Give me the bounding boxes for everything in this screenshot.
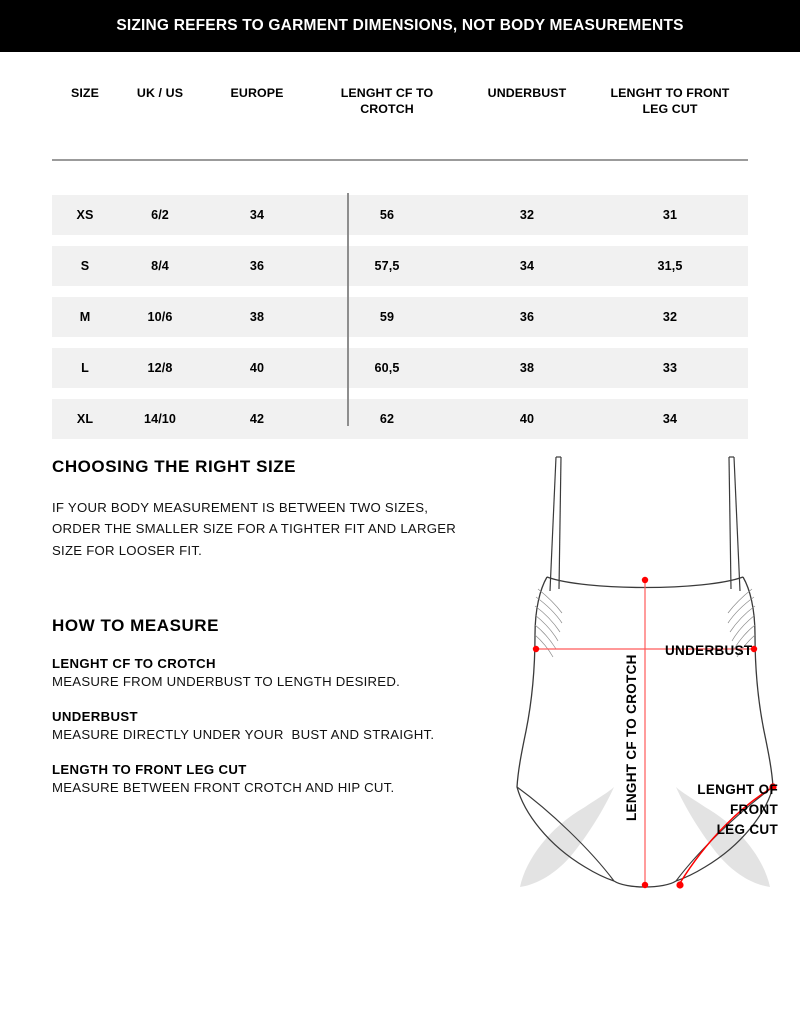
diagram-label-front-leg-cut-line3: LEG CUT (716, 822, 778, 837)
cell-europe: 42 (202, 399, 312, 439)
cell-uk-us: 12/8 (118, 348, 202, 388)
cell-uk-us: 6/2 (118, 195, 202, 235)
cell-europe: 36 (202, 246, 312, 286)
diagram-label-length-cf-to-crotch: LENGHT CF TO CROTCH (624, 654, 639, 821)
table-row (52, 195, 748, 235)
table-row (52, 348, 748, 388)
cell-size: XL (52, 399, 118, 439)
measure-item-length-cf-to-crotch (52, 656, 472, 689)
column-header-length-cf-to-crotch: LENGHT CF TO CROTCH (312, 85, 462, 160)
table-row (52, 246, 748, 286)
choosing-right-size-title: CHOOSING THE RIGHT SIZE (52, 457, 297, 476)
diagram-label-front-leg-cut-line1: LENGHT OF (697, 782, 778, 797)
table-vertical-divider (347, 193, 349, 426)
row-spacer (52, 235, 748, 246)
size-table (52, 85, 748, 439)
cell-underbust: 40 (462, 399, 592, 439)
cell-europe: 40 (202, 348, 312, 388)
row-spacer (52, 286, 748, 297)
measure-point-front-crotch (676, 881, 683, 888)
measure-heading: LENGTH TO FRONT LEG CUT (52, 762, 247, 778)
cell-uk-us: 8/4 (118, 246, 202, 286)
measure-heading: UNDERBUST (52, 709, 138, 725)
cell-front-leg: 31 (592, 195, 748, 235)
cell-europe: 38 (202, 297, 312, 337)
left-leg-panel-fill (520, 787, 614, 887)
measure-body: MEASURE BETWEEN FRONT CROTCH AND HIP CUT. (52, 780, 395, 796)
cell-size: XS (52, 195, 118, 235)
diagram-label-front-leg-cut-line2: FRONT (730, 802, 778, 817)
header-banner (0, 0, 800, 52)
cell-length-cf: 56 (312, 195, 462, 235)
lower-section (0, 439, 800, 999)
size-table-container (52, 52, 748, 439)
left-strap-outer-line (550, 457, 556, 591)
table-row (52, 399, 748, 439)
left-strap-inner-line (559, 457, 561, 589)
cell-length-cf: 59 (312, 297, 462, 337)
column-header-uk-us: UK / US (118, 85, 202, 160)
measure-item-length-to-front-leg-cut (52, 762, 472, 795)
swimsuit-diagram (490, 439, 800, 889)
how-to-measure-block (52, 616, 472, 795)
column-header-underbust: UNDERBUST (462, 85, 592, 160)
choosing-right-size-paragraph: IF YOUR BODY MEASUREMENT IS BETWEEN TWO SIZES, ORDER THE SMALLER SIZE FOR A TIGHTER FIT AND LARGER SIZE FOR LOOSER FIT. (52, 500, 457, 558)
banner-title: SIZING REFERS TO GARMENT DIMENSIONS, NOT BODY MEASUREMENTS (116, 17, 684, 34)
cell-underbust: 36 (462, 297, 592, 337)
measure-point-center-front (642, 577, 648, 583)
cell-uk-us: 14/10 (118, 399, 202, 439)
cell-europe: 34 (202, 195, 312, 235)
measure-body: MEASURE FROM UNDERBUST TO LENGTH DESIRED. (52, 674, 401, 690)
cell-front-leg: 31,5 (592, 246, 748, 286)
table-header-row (52, 85, 748, 160)
left-ruching-detail (535, 589, 562, 657)
cell-front-leg: 32 (592, 297, 748, 337)
measure-body: MEASURE DIRECTLY UNDER YOUR BUST AND STRAIGHT. (52, 727, 435, 743)
row-spacer (52, 388, 748, 399)
measure-point-crotch (642, 882, 648, 888)
cell-size: L (52, 348, 118, 388)
cell-front-leg: 33 (592, 348, 748, 388)
cell-length-cf: 62 (312, 399, 462, 439)
right-strap-inner-line (729, 457, 731, 589)
column-header-length-to-front-leg-cut: LENGHT TO FRONT LEG CUT (592, 85, 748, 160)
row-spacer (52, 337, 748, 348)
table-body (52, 160, 748, 439)
right-strap-outer-line (734, 457, 740, 591)
measure-point-underbust-left (533, 646, 539, 652)
cell-underbust: 34 (462, 246, 592, 286)
cell-length-cf: 60,5 (312, 348, 462, 388)
diagram-label-underbust: UNDERBUST (665, 643, 753, 658)
instructions-column (52, 457, 472, 795)
cell-size: M (52, 297, 118, 337)
cell-uk-us: 10/6 (118, 297, 202, 337)
column-header-size: SIZE (52, 85, 118, 160)
table-row (52, 297, 748, 337)
how-to-measure-title: HOW TO MEASURE (52, 616, 220, 636)
cell-size: S (52, 246, 118, 286)
measure-heading: LENGHT CF TO CROTCH (52, 656, 216, 672)
measure-item-underbust (52, 709, 472, 742)
cell-length-cf: 57,5 (312, 246, 462, 286)
column-header-europe: EUROPE (202, 85, 312, 160)
cell-front-leg: 34 (592, 399, 748, 439)
choosing-right-size-block (52, 457, 472, 561)
table-top-gap (52, 160, 748, 195)
cell-underbust: 38 (462, 348, 592, 388)
cell-underbust: 32 (462, 195, 592, 235)
